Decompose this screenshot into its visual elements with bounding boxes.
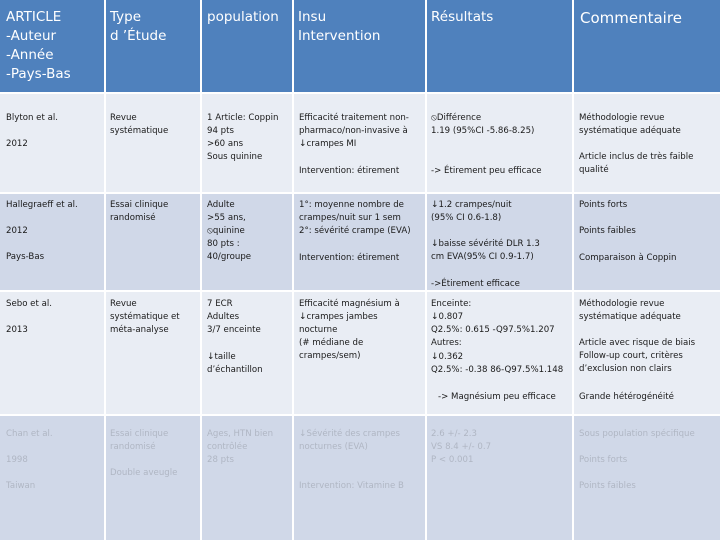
intervention-cell: Intervention: étirement xyxy=(299,253,400,263)
intervention-cell: Intervention: étirement xyxy=(299,166,400,176)
results-cell xyxy=(431,311,555,350)
comment-cell: Comparaison à Coppin xyxy=(579,253,677,263)
comment-cell: Méthodologie revue systématique adéquate xyxy=(579,299,681,322)
intervention-text: Sévérité des crampes nocturnes (EVA) xyxy=(299,429,401,452)
study-type-cell: Essai clinique randomisé xyxy=(110,200,169,223)
results-text: 1.2 crampes/nuit (95% CI 0.6-1.8) xyxy=(431,200,512,223)
results-text: baisse sévérité DLR 1.3 cm EVA(95% CI 0.9-1.7) xyxy=(431,239,540,262)
header-comment: Commentaire xyxy=(580,9,682,27)
population-text: quinine 80 pts : 40/groupe xyxy=(207,226,252,262)
header-article: ARTICLE -Auteur -Année -Pays-Bas xyxy=(6,9,71,82)
population-cell xyxy=(207,225,251,264)
comment-cell: Sous population spécifique xyxy=(579,429,695,439)
population-cell: 1 Article: Coppin 94 pts >60 ans Sous quinine xyxy=(207,113,279,162)
arrow-down-icon: ↓ xyxy=(299,429,307,439)
column-divider xyxy=(200,0,202,540)
column-divider xyxy=(292,0,294,540)
article-cell: Chan et al. 1998 Taiwan xyxy=(6,429,53,491)
intervention-cell: 1°: moyenne nombre de crampes/nuit sur 1 sem 2°: sévérité crampe (EVA) xyxy=(299,200,411,236)
comment-cell: Points faibles xyxy=(579,226,636,236)
study-type-cell: Essai clinique randomisé Double aveugle xyxy=(110,429,178,478)
header-results: Résultats xyxy=(431,9,494,25)
study-type-cell: Revue systématique xyxy=(110,113,169,136)
results-cell xyxy=(431,199,512,225)
arrow-down-icon: ↓ xyxy=(299,139,307,149)
comment-cell: Article avec risque de biais Follow-up court, critères d’exclusion non clairs xyxy=(579,338,696,374)
results-cell: ->Étirement efficace xyxy=(431,279,520,289)
article-cell: Sebo et al. 2013 xyxy=(6,299,52,335)
results-cell: Enceinte: xyxy=(431,299,472,309)
intervention-text: crampes jambes nocturne (# médiane de crampes/sem) xyxy=(299,312,378,361)
population-cell: Adulte >55 ans, xyxy=(207,200,246,223)
results-cell xyxy=(431,112,534,138)
population-text: taille d’échantillon xyxy=(207,352,263,375)
results-cell: -> Étirement peu efficace xyxy=(431,166,542,176)
results-cell xyxy=(431,238,540,264)
article-cell: Hallegraeff et al. 2012 Pays-Bas xyxy=(6,200,78,262)
header-type: Type d ’Étude xyxy=(110,9,167,44)
empty-set-icon: ⦸ xyxy=(431,113,437,123)
comment-cell: Article inclus de très faible qualité xyxy=(579,152,694,175)
comment-cell: Points faibles xyxy=(579,481,636,491)
results-text: Différence 1.19 (95%CI -5.86-8.25) xyxy=(431,113,535,136)
arrow-down-icon: ↓ xyxy=(207,352,215,362)
results-cell: -> Magnésium peu efficace xyxy=(438,392,556,402)
article-cell: Blyton et al. 2012 xyxy=(6,113,58,149)
intervention-cell xyxy=(299,138,356,151)
population-cell xyxy=(207,351,263,377)
intervention-cell: Efficacité magnésium à xyxy=(299,299,400,309)
results-cell: 2.6 +/- 2.3 VS 8.4 +/- 0.7 P < 0.001 xyxy=(431,429,492,465)
arrow-down-icon: ↓ xyxy=(299,312,307,322)
arrow-down-icon: ↓ xyxy=(431,312,439,322)
column-divider xyxy=(425,0,427,540)
intervention-cell xyxy=(299,311,378,363)
comment-cell: Points forts xyxy=(579,200,628,210)
intervention-cell: Efficacité traitement non- pharmaco/non-invasive à xyxy=(299,113,409,136)
empty-set-icon: ⦸ xyxy=(207,226,213,236)
header-intervention: Insu Intervention xyxy=(298,9,381,44)
intervention-cell: Intervention: Vitamine B xyxy=(299,481,404,491)
study-type-cell: Revue systématique et méta-analyse xyxy=(110,299,180,335)
population-cell: Ages, HTN bien contrôlée 28 pts xyxy=(207,429,274,465)
comment-cell: Grande hétérogénéité xyxy=(579,392,674,402)
arrow-down-icon: ↓ xyxy=(431,200,439,210)
comment-cell: Méthodologie revue systématique adéquate xyxy=(579,113,681,136)
arrow-down-icon: ↓ xyxy=(431,352,439,362)
results-text: 0.362 Q2.5%: -0.38 86-Q97.5%1.148 xyxy=(431,352,564,375)
comment-cell: Points forts xyxy=(579,455,628,465)
intervention-cell xyxy=(299,428,400,454)
arrow-down-icon: ↓ xyxy=(431,239,439,249)
results-cell xyxy=(431,351,563,377)
column-divider xyxy=(572,0,574,540)
results-text: 0.807 Q2.5%: 0.615 -Q97.5%1.207 Autres: xyxy=(431,312,555,348)
column-divider xyxy=(104,0,106,540)
intervention-text: crampes MI xyxy=(306,139,357,149)
population-cell: 7 ECR Adultes 3/7 enceinte xyxy=(207,299,261,335)
header-population: population xyxy=(207,9,279,25)
